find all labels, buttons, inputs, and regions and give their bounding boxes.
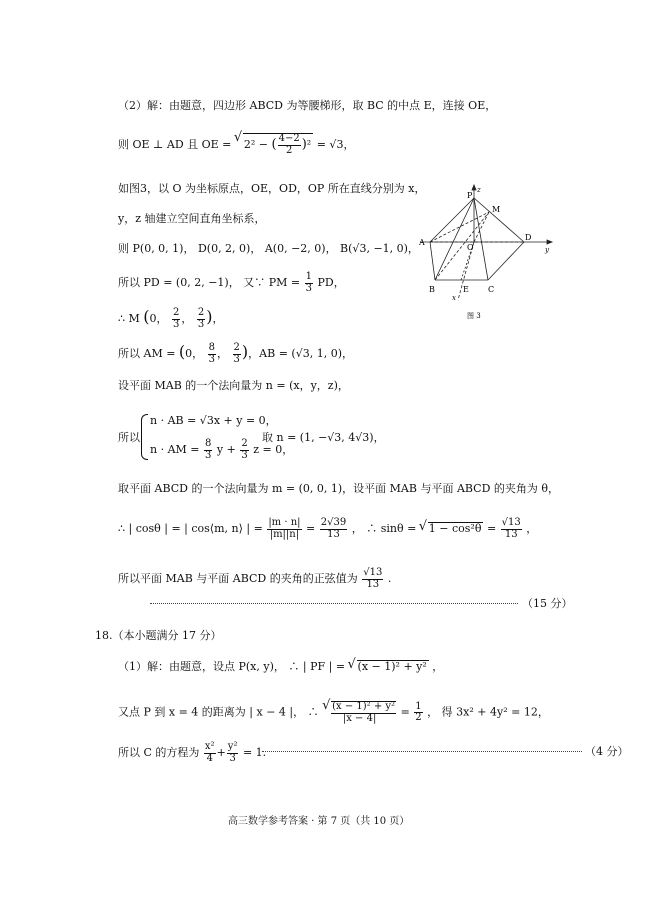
score-leader-dots xyxy=(150,603,518,604)
figure-caption: 图 3 xyxy=(467,312,481,320)
cos-line: ∴ | cosθ | = | cos⟨m, n⟩ | = $\frac{|m \cdot n|}{|m||n|}$ = $\frac{2√39}{13}$ ， ∴ sinθ = √ 1 − cos²θ = $\frac{√13}{13}$ ， xyxy=(118,518,537,540)
label-z: z xyxy=(477,186,481,194)
score-15: （15 分） xyxy=(522,597,573,610)
m-line: ∴ M (0， $\frac{2}{3}$ ， $\frac{2}{3}$ )， xyxy=(118,307,224,330)
axes-line: y，z 轴建立空间直角坐标系， xyxy=(118,212,266,225)
q18-line3: 所以 C 的方程为 $\frac{\text{x²}}{4}$ + $\frac{\text{y²}}{3}$ = 1. xyxy=(118,741,267,764)
q18-header: 18.（本小题满分 17 分） xyxy=(95,629,222,642)
pd-line xyxy=(118,272,345,294)
conclusion-line: 所以平面 MAB 与平面 ABCD 的夹角的正弦值为 $\frac{√13}{13}$ . xyxy=(118,567,392,590)
m-pre: ∴ M xyxy=(118,312,140,325)
label-y: y xyxy=(545,246,549,254)
am-pre: 所以 AM = xyxy=(118,347,176,360)
oe-frac: $\frac{4-2}{2}$ xyxy=(278,133,300,156)
sys-eq1: n · AB = √3x + y = 0， xyxy=(150,414,277,427)
points-line: 则 P(0, 0, 1)， D(0, 2, 0)， A(0, −2, 0)， B(√3, −1, 0)， xyxy=(118,242,419,255)
label-A: A xyxy=(419,238,425,247)
pd-text: 所以 PD = (0, 2, −1)， 又∵ PM = xyxy=(118,276,301,289)
label-D: D xyxy=(525,233,532,242)
fig-ref-line: 如图3，以 O 为坐标原点，OE，OD，OP 所在直线分别为 x， xyxy=(118,182,426,195)
label-B: B xyxy=(429,285,435,294)
figure-3 xyxy=(415,182,555,322)
score-leader-dots-2 xyxy=(262,751,582,752)
q18-line1: （1）解：由题意，设点 P(x, y)， ∴ | PF | = √ (x − 1)² + y² ， xyxy=(118,660,443,672)
label-x: x xyxy=(452,294,456,302)
oe-line xyxy=(118,133,354,156)
abcd-normal: 取平面 ABCD 的一个法向量为 m = (0, 0, 1)，设平面 MAB 与平面 ABCD 的夹角为 θ， xyxy=(118,482,560,495)
oe-pre: 则 OE ⊥ AD 且 OE = xyxy=(118,138,232,151)
label-M: M xyxy=(492,205,501,214)
sys-eq2: n · AM = $\frac{8}{3}$ y + $\frac{2}{3}$ z = 0， xyxy=(150,438,294,461)
am-line: 所以 AM = (0， $\frac{8}{3}$ ， $\frac{2}{3}$ )，AB = (√3, 1, 0)， xyxy=(118,342,353,365)
oe-radical: √ 2² − ( $\frac{4-2}{2}$ )² xyxy=(243,133,313,156)
part2-intro: （2）解：由题意，四边形 ABCD 为等腰梯形，取 BC 的中点 E，连接 OE， xyxy=(118,99,497,112)
label-C: C xyxy=(488,285,495,294)
label-E: E xyxy=(463,285,469,294)
page-footer: 高三数学参考答案 · 第 7 页（共 10 页） xyxy=(228,816,410,827)
pd-tail: PD， xyxy=(317,276,345,289)
label-P: P xyxy=(467,191,473,200)
ab-vector: ，AB = (√3, 1, 0)， xyxy=(248,347,353,360)
normal-intro: 设平面 MAB 的一个法向量为 n = (x，y，z)， xyxy=(118,379,349,392)
sys-pre: 所以 xyxy=(118,431,140,444)
system-brace xyxy=(141,414,148,460)
pd-frac: $\frac{1}{3}$ xyxy=(305,271,312,294)
label-O: O xyxy=(467,243,474,252)
sys-take: 取 n = (1, −√3, 4√3)， xyxy=(262,431,385,444)
q18-line2: 又点 P 到 x = 4 的距离为 | x − 4 |， ∴ √ $\frac{\text{(x − 1)² + y²}}{|x - 4|}$ = $\frac{1}{2}$ ， 得 3x² + 4y² = 12， xyxy=(118,701,549,724)
oe-post: = √3， xyxy=(316,138,355,151)
score-4: （4 分） xyxy=(585,745,629,758)
